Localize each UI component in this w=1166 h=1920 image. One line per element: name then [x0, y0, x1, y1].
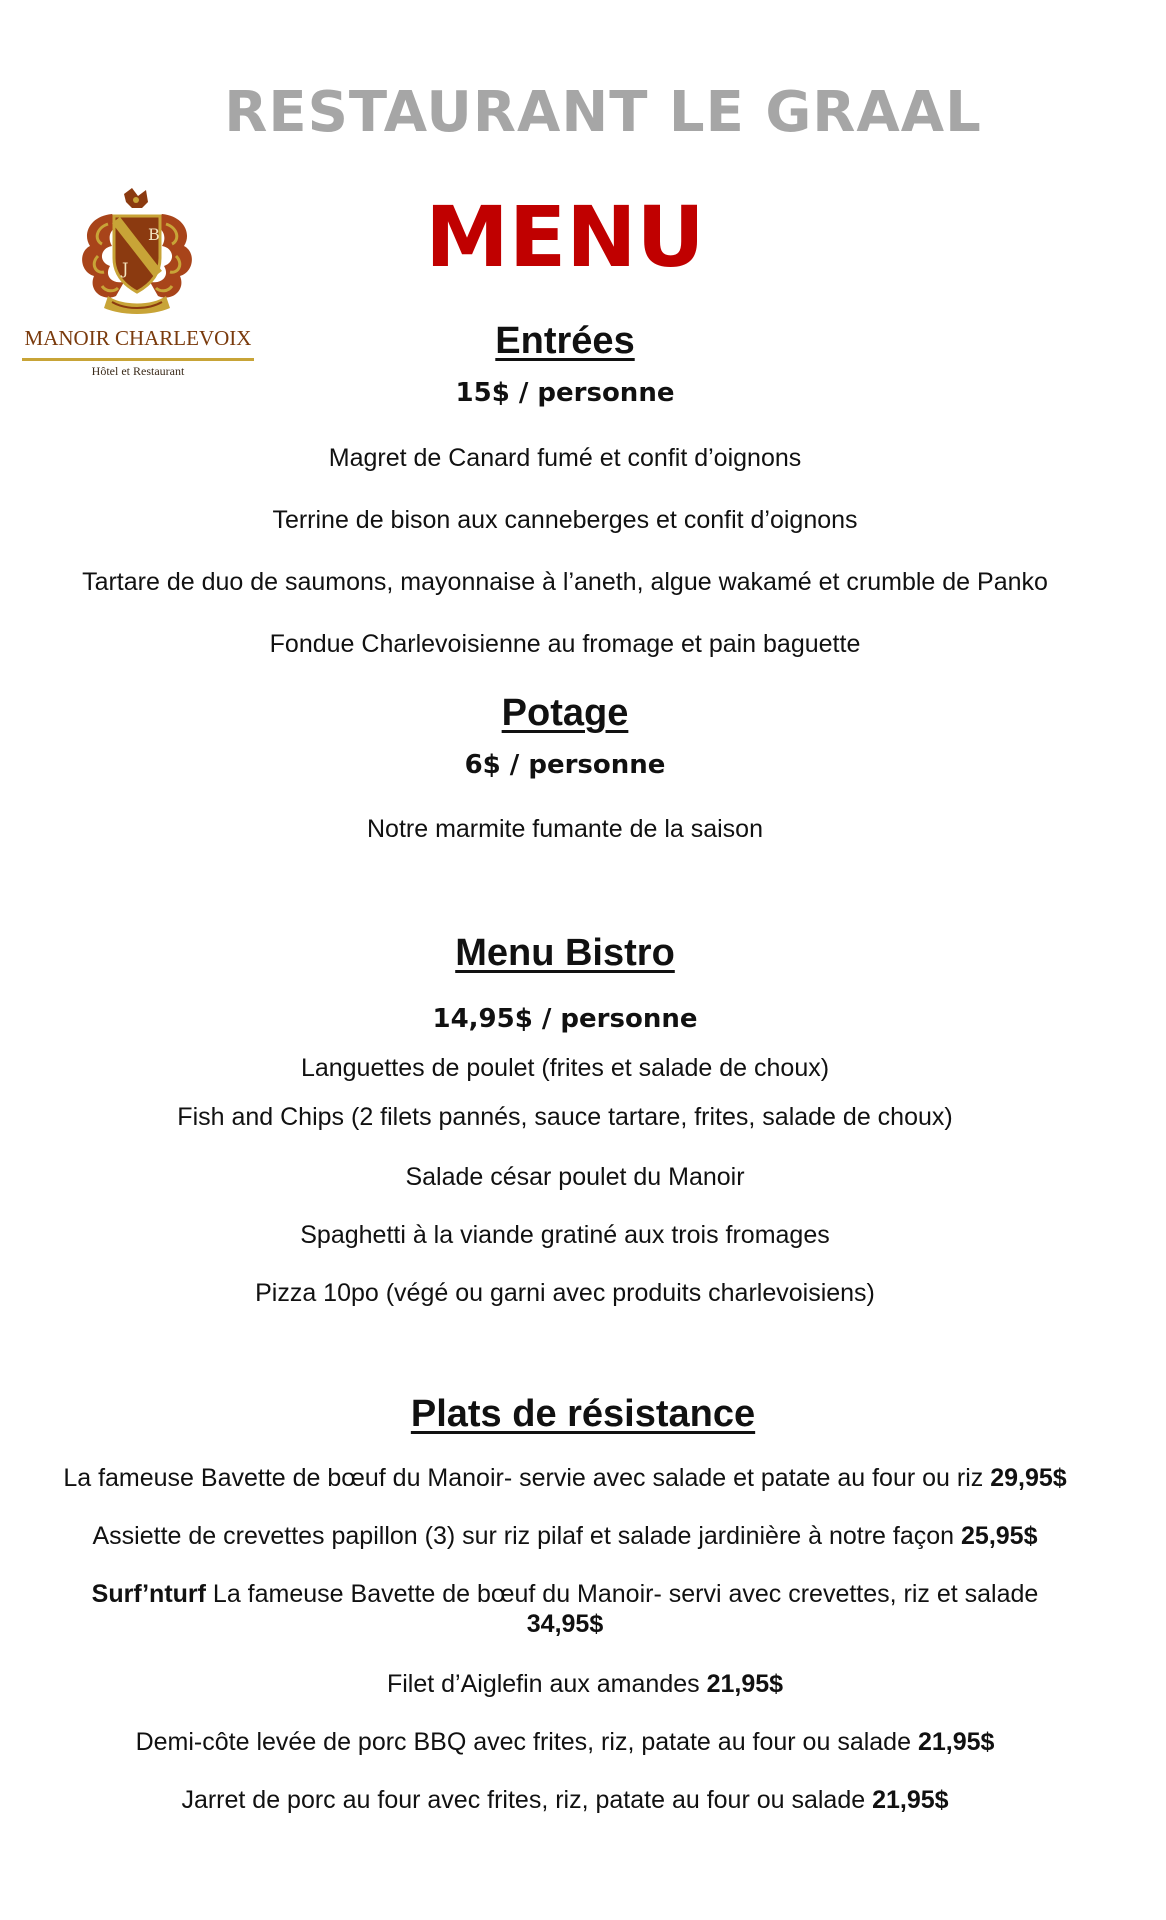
plat-description: Jarret de porc au four avec frites, riz, patate au four ou salade: [181, 1786, 873, 1814]
plat-price: 34,95$: [526, 1610, 604, 1638]
menu-item: Spaghetti à la viande gratiné aux trois fromages: [300, 1221, 830, 1249]
restaurant-name: RESTAURANT LE GRAAL: [224, 80, 982, 145]
plat-description: La fameuse Bavette de bœuf du Manoir- servie avec salade et patate au four ou riz: [63, 1464, 991, 1492]
plat-description: La fameuse Bavette de bœuf du Manoir- servi avec crevettes, riz et salade: [205, 1580, 1039, 1608]
plat-name: Surf’nturf: [91, 1580, 206, 1608]
plat-price: 21,95$: [872, 1786, 949, 1814]
section-title-entrees: Entrées: [495, 320, 635, 362]
plat-item: [20, 1670, 1150, 1699]
price-potage: 6$ / personne: [464, 750, 666, 780]
plat-item: [0, 1522, 1130, 1551]
section-title-potage: Potage: [501, 692, 629, 734]
section-title-plats: Plats de résistance: [410, 1393, 756, 1435]
price-entrees: 15$ / personne: [455, 378, 675, 408]
menu-item: Tartare de duo de saumons, mayonnaise à l’aneth, algue wakamé et crumble de Panko: [82, 568, 1048, 596]
menu-item: Terrine de bison aux canneberges et confit d’oignons: [272, 506, 858, 534]
plat-price: 21,95$: [917, 1728, 995, 1756]
plat-item: [0, 1464, 1130, 1493]
plat-item-price-line: [0, 1610, 1130, 1639]
menu-item: Languettes de poulet (frites et salade de choux): [300, 1054, 830, 1082]
svg-text:B: B: [148, 225, 160, 244]
menu-item: Pizza 10po (végé ou garni avec produits charlevoisiens): [255, 1279, 875, 1307]
svg-text:J: J: [122, 259, 129, 278]
menu-item: Fondue Charlevoisienne au fromage et pain baguette: [269, 630, 861, 658]
price-bistro: 14,95$ / personne: [432, 1004, 698, 1034]
section-title-bistro: Menu Bistro: [455, 932, 675, 974]
menu-item: Fish and Chips (2 filets pannés, sauce tartare, frites, salade de choux): [177, 1103, 953, 1131]
menu-title: MENU: [425, 188, 705, 286]
heraldic-crest-icon: [72, 186, 202, 318]
plat-item: [0, 1580, 1130, 1609]
logo-name: MANOIR CHARLEVOIX: [24, 326, 252, 350]
plat-description: Demi-côte levée de porc BBQ avec frites, riz, patate au four ou salade: [135, 1728, 918, 1756]
menu-item: Salade césar poulet du Manoir: [405, 1163, 745, 1191]
plat-item: [0, 1786, 1130, 1815]
plat-description: Filet d’Aiglefin aux amandes: [386, 1670, 707, 1698]
menu-item: Magret de Canard fumé et confit d’oignons: [328, 444, 802, 472]
plat-item: [0, 1728, 1130, 1757]
menu-item: Notre marmite fumante de la saison: [366, 815, 763, 843]
plat-description: Assiette de crevettes papillon (3) sur riz pilaf et salade jardinière à notre façon: [92, 1522, 962, 1550]
logo-subtitle: Hôtel et Restaurant: [91, 364, 185, 378]
plat-price: 21,95$: [706, 1670, 784, 1698]
plat-price: 25,95$: [961, 1522, 1038, 1550]
plat-price: 29,95$: [990, 1464, 1067, 1492]
